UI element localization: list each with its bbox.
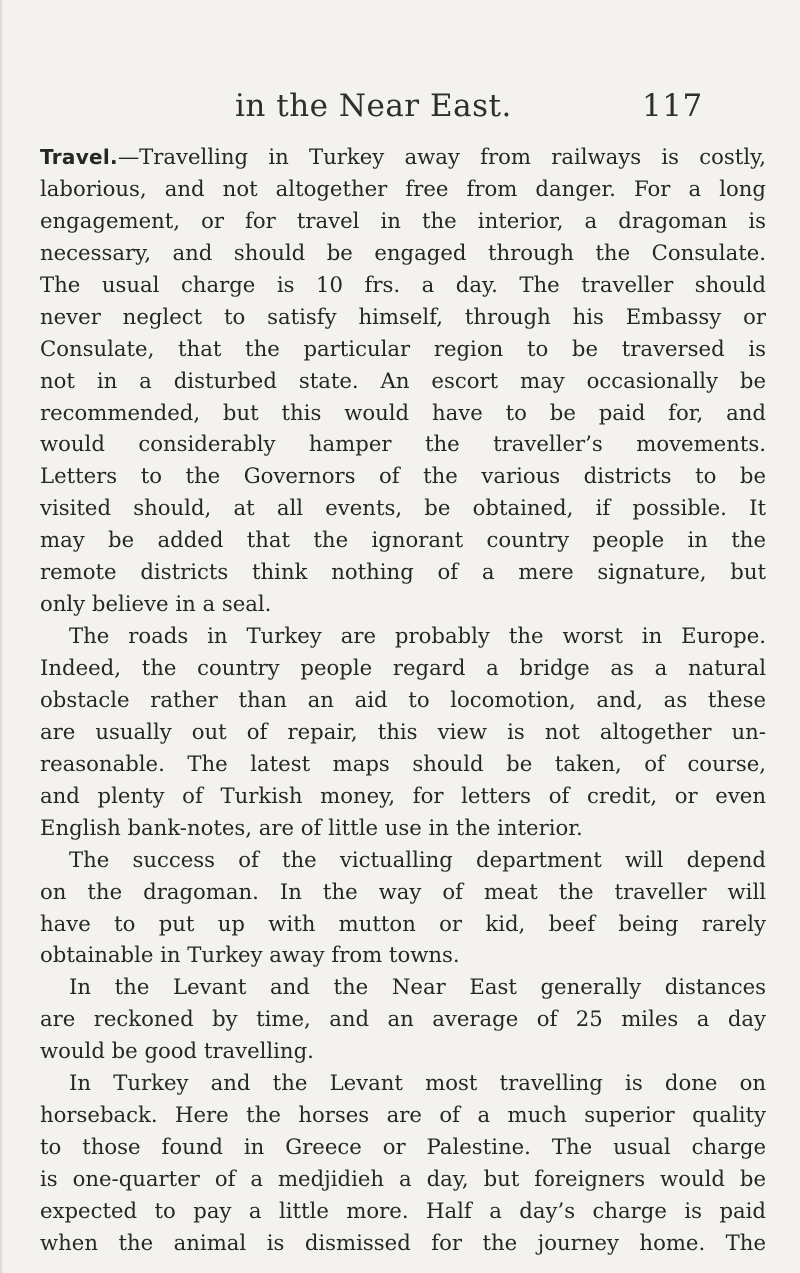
text-line	[40, 524, 766, 556]
text-line	[40, 1003, 766, 1035]
line-text: not in a disturbed state. An escort may occasionally be	[40, 367, 766, 393]
text-line	[40, 556, 766, 588]
line-text: Consulate, that the particular region to be traversed is	[40, 335, 766, 361]
text-line	[40, 460, 766, 492]
text-line	[40, 1227, 766, 1259]
text-line	[40, 1195, 766, 1227]
line-text: The roads in Turkey are probably the worst in Europe.	[69, 623, 766, 649]
text-line	[40, 237, 766, 269]
line-text: laborious, and not altogether free from danger. For a long	[40, 175, 766, 201]
text-line	[40, 1067, 766, 1099]
line-text: expected to pay a little more. Half a day’s charge is paid	[40, 1197, 766, 1223]
line-text: is one-quarter of a medjidieh a day, but foreigners would be	[40, 1166, 766, 1191]
line-text: have to put up with mutton or kid, beef being rarely	[40, 910, 766, 936]
line-text: remote districts think nothing of a mere signature, but	[40, 559, 766, 585]
text-line	[40, 748, 766, 780]
line-text: Indeed, the country people regard a bridge as a natural	[40, 655, 766, 680]
line-text: only believe in a seal.	[40, 591, 272, 617]
page-number: 117	[642, 88, 703, 124]
text-line	[40, 1099, 766, 1131]
text-line	[40, 333, 766, 365]
text-line	[40, 1163, 766, 1195]
text-line	[40, 620, 766, 652]
line-text: recommended, but this would have to be paid for, and	[40, 399, 766, 425]
text-line	[40, 397, 766, 429]
text-line	[40, 205, 766, 237]
text-line	[40, 269, 766, 301]
text-line	[40, 908, 766, 940]
text-line	[40, 844, 766, 876]
line-text: The usual charge is 10 frs. a day. The traveller should	[40, 271, 766, 297]
text-line	[40, 173, 766, 205]
text-line	[40, 939, 766, 971]
line-text: obstacle rather than an aid to locomotion, and, as these	[40, 686, 766, 712]
line-text: reasonable. The latest maps should be taken, of course,	[40, 750, 766, 776]
text-line	[40, 812, 766, 844]
text-line	[40, 301, 766, 333]
section-heading: Travel.	[40, 145, 118, 169]
text-line	[40, 684, 766, 716]
line-text: never neglect to satisfy himself, through his Embassy or	[40, 303, 766, 329]
line-text: on the dragoman. In the way of meat the traveller will	[40, 878, 766, 904]
body-text	[40, 141, 766, 1259]
line-text: necessary, and should be engaged through the Consulate.	[40, 239, 766, 265]
line-text: when the animal is dismissed for the journey home. The	[40, 1229, 766, 1255]
text-line	[40, 428, 766, 460]
line-text: are reckoned by time, and an average of 25 miles a day	[40, 1006, 766, 1032]
line-text: In Turkey and the Levant most travelling is done on	[69, 1070, 766, 1096]
running-head	[0, 88, 800, 132]
line-text: to those found in Greece or Palestine. The usual charge	[40, 1134, 766, 1160]
text-line	[40, 492, 766, 524]
text-line	[40, 716, 766, 748]
text-line	[40, 1131, 766, 1163]
text-line	[40, 1035, 766, 1067]
line-text: Letters to the Governors of the various districts to be	[40, 463, 766, 489]
line-text: are usually out of repair, this view is not altogether un-	[40, 718, 766, 744]
line-text: In the Levant and the Near East generally distances	[69, 974, 766, 1000]
line-text: would considerably hamper the traveller’s movements.	[40, 431, 766, 457]
line-text: would be good travelling.	[40, 1038, 314, 1064]
line-text: and plenty of Turkish money, for letters of credit, or even	[40, 782, 766, 808]
line-text: may be added that the ignorant country people in the	[40, 527, 766, 553]
text-line	[40, 971, 766, 1003]
line-text: engagement, or for travel in the interior, a dragoman is	[40, 207, 766, 233]
text-line	[40, 780, 766, 812]
line-text: —Travelling in Turkey away from railways is costly,	[117, 144, 766, 169]
line-text: visited should, at all events, be obtained, if possible. It	[40, 495, 766, 521]
page-edge-shadow	[0, 0, 3, 1273]
line-text: The success of the victualling department will depend	[69, 846, 766, 872]
text-line	[40, 365, 766, 397]
line-text: obtainable in Turkey away from towns.	[40, 942, 460, 968]
text-line	[40, 588, 766, 620]
running-head-title: in the Near East.	[235, 88, 512, 124]
text-line	[40, 141, 766, 173]
text-line	[40, 876, 766, 908]
line-text: horseback. Here the horses are of a much superior quality	[40, 1102, 766, 1128]
line-text: English bank-notes, are of little use in the interior.	[40, 814, 583, 840]
text-line	[40, 652, 766, 684]
